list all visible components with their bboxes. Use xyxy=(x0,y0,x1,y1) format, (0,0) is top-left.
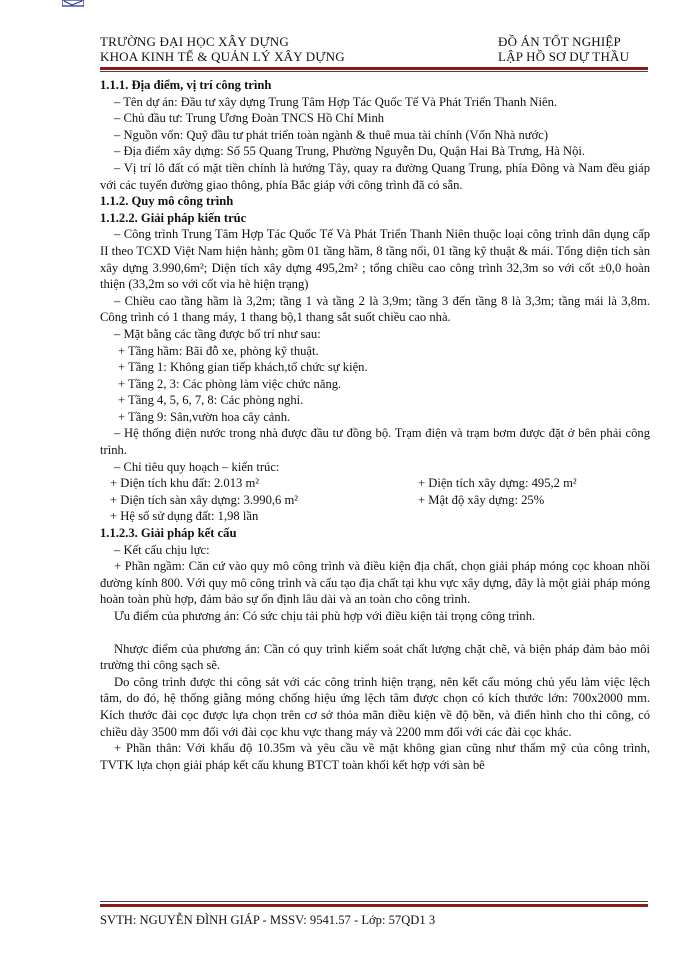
footer-divider xyxy=(100,904,648,907)
paragraph: – Địa điểm xây dựng: Số 55 Quang Trung, Phường Nguyễn Du, Quận Hai Bà Trưng, Hà Nội. xyxy=(114,144,586,159)
indicator-land-use: + Hệ số sử dụng đất: 1,98 lần xyxy=(110,509,259,524)
list-item: + Tầng 1: Không gian tiếp khách,tổ chức sự kiện. xyxy=(118,360,368,375)
paragraph: – Nguồn vốn: Quỹ đầu tư phát triển toàn ngành & thuê mua tài chính (Vốn Nhà nước) xyxy=(114,127,549,142)
indicator-build-area: + Diện tích xây dựng: 495,2 m² xyxy=(418,476,577,491)
indicator-row xyxy=(100,508,650,525)
paragraph: Do công trình được thi công sát với các công trình hiện trạng, nên kết cấu móng chủ yếu làm việc lệch tâm, do đó, hệ thống giằng móng chống hiệu ứng lệch tâm được chọn có kích thước lớn: 700x2000 mm. Kích thước đài cọc được lựa chọn trên cơ sở thỏa mãn điều kiện về độ bền, và điển hình cho thi công, có chiều dày 3500 mm đối với đài cọc khu vực thang máy và 2200 mm đối với các đài cọc khác. xyxy=(100,674,650,739)
page-footer: SVTH: NGUYỄN ĐÌNH GIÁP - MSSV: 9541.57 - Lớp: 57QD1 3 xyxy=(100,913,436,927)
paragraph: – Mặt bằng các tầng được bố trí như sau: xyxy=(114,326,321,341)
list-item: + Tầng hầm: Bãi đỗ xe, phòng kỹ thuật. xyxy=(118,343,319,358)
subsection-heading: 1.1.2.3. Giải pháp kết cấu xyxy=(100,526,237,541)
header-divider xyxy=(100,67,648,70)
paragraph: Nhược điểm của phương án: Cần có quy trình kiểm soát chất lượng chặt chẽ, và biện pháp đảm bảo môi trường thi công sạch sẽ. xyxy=(100,641,650,673)
header-project-topic: LẬP HỒ SƠ DỰ THẦU xyxy=(498,49,630,64)
indicator-row xyxy=(100,475,650,492)
paragraph: – Kết cấu chịu lực: xyxy=(114,542,210,557)
paragraph: – Tên dự án: Đầu tư xây dựng Trung Tâm Hợp Tác Quốc Tế Và Phát Triển Thanh Niên. xyxy=(114,94,558,109)
section-heading: 1.1.2. Quy mô công trình xyxy=(100,194,234,209)
indicator-site-area: + Diện tích khu đất: 2.013 m² xyxy=(110,476,260,491)
indicator-floor-area: + Diện tích sàn xây dựng: 3.990,6 m² xyxy=(110,492,299,507)
header-faculty: KHOA KINH TẾ & QUẢN LÝ XÂY DỰNG xyxy=(100,49,345,64)
paragraph: Ưu điểm của phương án: Có sức chịu tải phù hợp với điều kiện tải trọng công trình. xyxy=(114,609,536,623)
paragraph: – Công trình Trung Tâm Hợp Tác Quốc Tế Và Phát Triển Thanh Niên thuộc loại công trình dân dụng cấp II theo TCXD Việt Nam hiện hành; gồm 01 tầng hầm, 8 tầng nổi, 01 tầng kỹ thuật & mái. Tổng diện tích sàn xây dựng 3.990,6m²; Diện tích xây dựng 495,2m² ; tổng chiều cao công trình 32,3m so với cốt ±0,0 hoàn thiện (33,2m so với cốt vỉa hè hiện trạng) xyxy=(100,227,650,292)
paragraph: – Chỉ tiêu quy hoạch – kiến trúc: xyxy=(114,459,280,474)
list-item: + Tầng 2, 3: Các phòng làm việc chức năng. xyxy=(118,376,342,391)
paragraph-gap xyxy=(100,625,650,641)
page-header xyxy=(100,34,638,64)
header-divider-thin xyxy=(100,71,648,72)
footer-divider-thin xyxy=(100,901,648,902)
paragraph: – Hệ thống điện nước trong nhà được đầu tư đồng bộ. Trạm điện và trạm bơm được đặt ở bên phải công trình. xyxy=(100,426,650,458)
paragraph: + Phần thân: Với khẩu độ 10.35m và yêu cầu về mặt không gian cũng như thẩm mỹ của công trình, TVTK lựa chọn giải pháp kết cấu khung BTCT toàn khối kết hợp với sàn bê xyxy=(100,741,650,772)
list-item: + Tầng 4, 5, 6, 7, 8: Các phòng nghỉ. xyxy=(118,393,304,408)
paragraph: – Chủ đầu tư: Trung Ương Đoàn TNCS Hồ Chí Minh xyxy=(114,111,385,126)
paragraph: – Chiều cao tầng hầm là 3,2m; tầng 1 và tầng 2 là 3,9m; tầng 3 đến tầng 8 là 3,3m; tầng mái là 3,8m. Công trình có 1 thang máy, 1 thang bộ,1 thang sắt suốt chiều cao nhà. xyxy=(100,293,650,325)
page-content xyxy=(100,77,650,773)
paragraph: – Vị trí lô đất có mặt tiền chính là hướng Tây, quay ra đường Quang Trung, phía Đông và Nam đều giáp với các tuyến đường giao thông, phía Bắc giáp với công trình đã có sẵn. xyxy=(100,160,650,192)
header-university: TRƯỜNG ĐẠI HỌC XÂY DỰNG xyxy=(100,34,289,49)
document-logo-icon xyxy=(62,0,84,8)
paragraph: + Phần ngầm: Căn cứ vào quy mô công trình và điều kiện địa chất, chọn giải pháp móng cọc khoan nhồi đường kính 800. Với quy mô công trình và cấu tạo địa chất tại khu vực xây dựng, đây là một giải pháp móng hoàn toàn phù hợp, đảm bảo sự ổn định lâu dài và an toàn cho công trình. xyxy=(100,559,650,607)
list-item: + Tầng 9: Sân,vườn hoa cây cảnh. xyxy=(118,409,291,424)
section-heading: 1.1.1. Địa điểm, vị trí công trình xyxy=(100,78,272,92)
header-project-type: ĐỒ ÁN TỐT NGHIỆP xyxy=(498,34,621,49)
indicator-row xyxy=(100,492,650,509)
subsection-heading: 1.1.2.2. Giải pháp kiến trúc xyxy=(100,210,247,225)
indicator-density: + Mật độ xây dựng: 25% xyxy=(418,492,545,507)
